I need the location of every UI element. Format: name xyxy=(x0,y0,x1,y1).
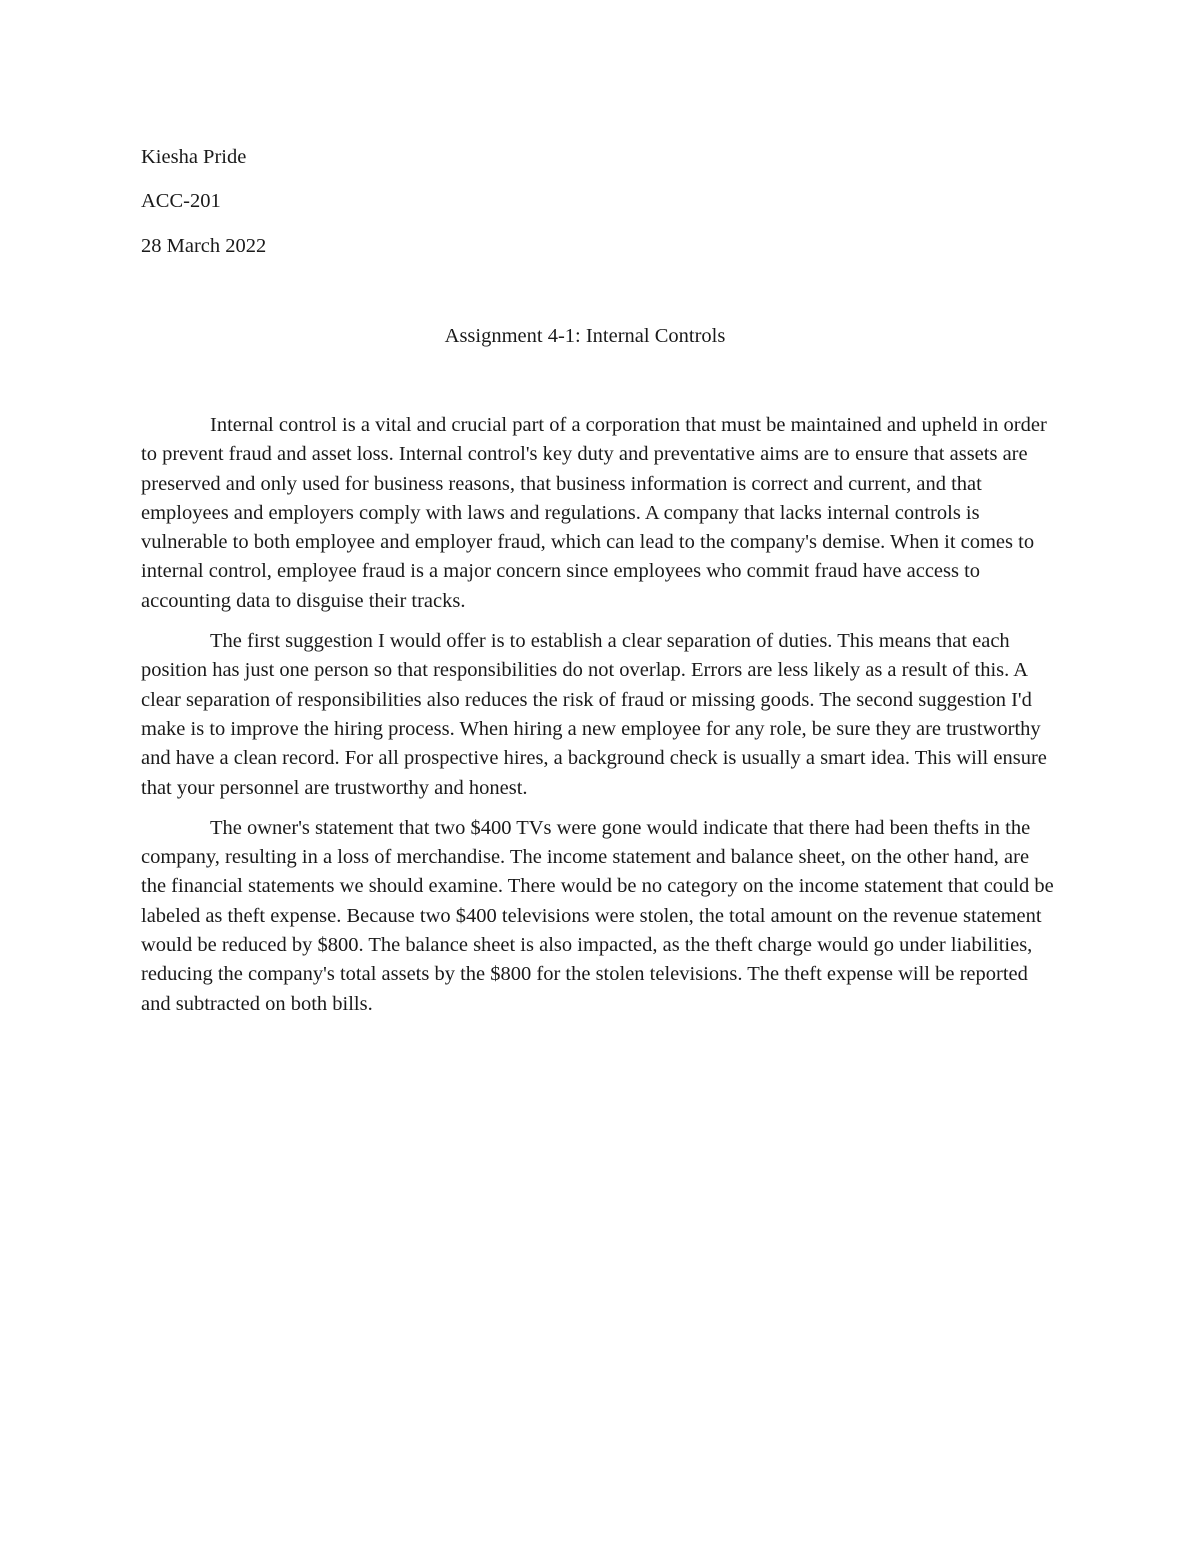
body-paragraph: Internal control is a vital and crucial part of a corporation that must be maintained and upheld in order to prevent fraud and asset loss. Internal control's key duty and preventative aims are to ensure that assets are preserved and only used for business reasons, that business information is correct and current, and that employees and employers comply with laws and regulations. A company that lacks internal controls is vulnerable to both employee and employer fraud, which can lead to the company's demise. When it comes to internal control, employee fraud is a major concern since employees who commit fraud have access to accounting data to disguise their tracks. xyxy=(141,414,1047,612)
document-body xyxy=(141,411,1059,1030)
body-paragraph: The first suggestion I would offer is to establish a clear separation of duties. This means that each position has just one person so that responsibilities do not overlap. Errors are less likely as a result of this. A clear separation of responsibilities also reduces the risk of fraud or missing goods. The second suggestion I'd make is to improve the hiring process. When hiring a new employee for any role, be sure they are trustworthy and have a clean record. For all prospective hires, a background check is usually a smart idea. This will ensure that your personnel are trustworthy and honest. xyxy=(141,630,1047,799)
document-date: 28 March 2022 xyxy=(141,235,267,257)
author-name: Kiesha Pride xyxy=(141,146,247,168)
document-title: Assignment 4-1: Internal Controls xyxy=(444,325,726,347)
course-code: ACC-201 xyxy=(141,190,221,212)
body-paragraph: The owner's statement that two $400 TVs were gone would indicate that there had been thefts in the company, resulting in a loss of merchandise. The income statement and balance sheet, on the other hand, are the financial statements we should examine. There would be no category on the income statement that could be labeled as theft expense. Because two $400 televisions were stolen, the total amount on the revenue statement would be reduced by $800. The balance sheet is also impacted, as the theft charge would go under liabilities, reducing the company's total assets by the $800 for the stolen televisions. The theft expense will be reported and subtracted on both bills. xyxy=(141,816,1054,1015)
